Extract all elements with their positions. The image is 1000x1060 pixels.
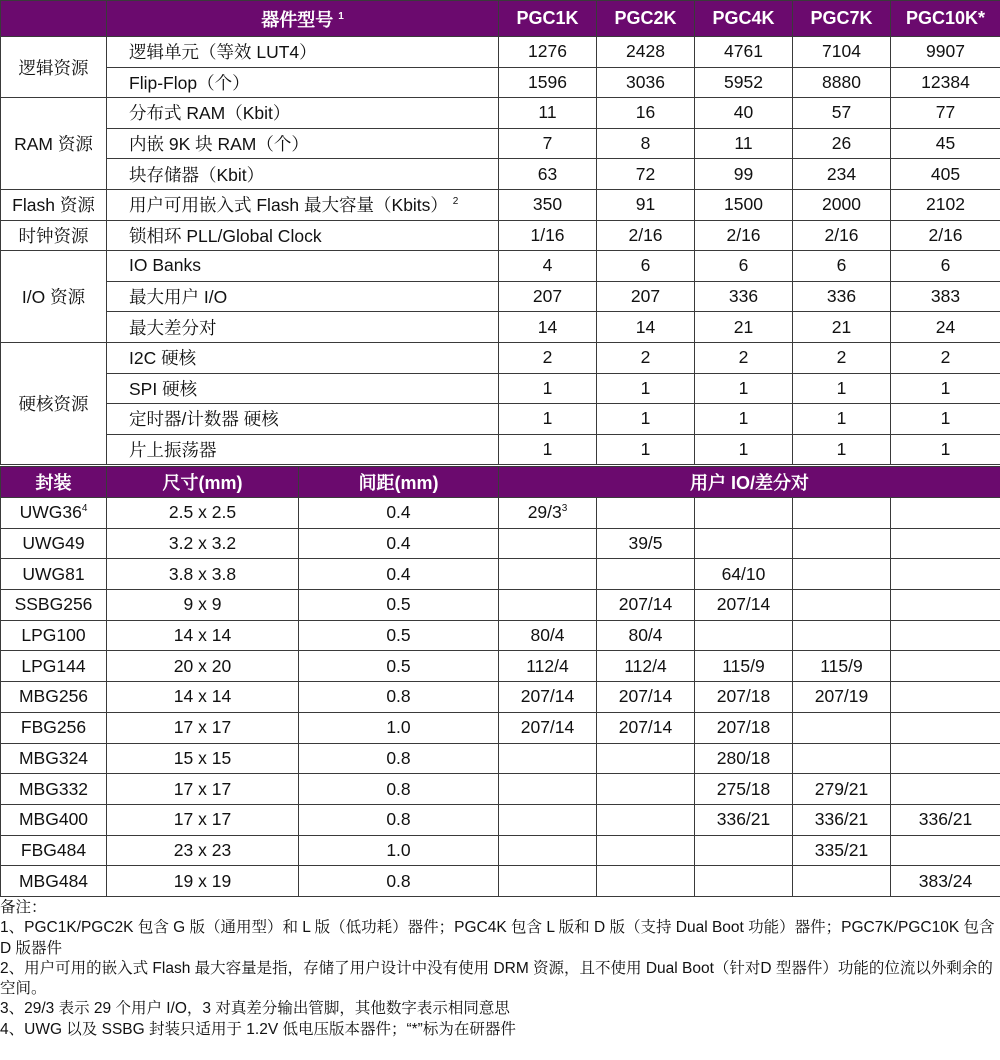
- package-io-value: 112/4: [597, 651, 695, 682]
- package-pitch: 0.4: [299, 498, 499, 529]
- package-io-value: [891, 743, 1000, 774]
- package-io-value: [695, 835, 793, 866]
- resource-value: 9907: [891, 37, 1000, 68]
- resource-value: 6: [891, 251, 1000, 282]
- resource-label: [107, 251, 499, 282]
- package-size: 2.5 x 2.5: [107, 498, 299, 529]
- resource-value: 2: [695, 342, 793, 373]
- resource-label-text: 片上振荡器: [129, 440, 217, 461]
- header-user-io: 用户 IO/差分对: [499, 467, 1000, 498]
- note-item: 1、PGC1K/PGC2K 包含 G 版（通用型）和 L 版（低功耗）器件；PGC4K 包含 L 版和 D 版（支持 Dual Boot 功能）器件；PGC7K/PGC10K 包含 D 版器件: [0, 919, 995, 957]
- package-io-value: [793, 590, 891, 621]
- package-pitch: 1.0: [299, 835, 499, 866]
- resource-value: 2: [499, 342, 597, 373]
- resource-label-text: IO Banks: [129, 255, 201, 276]
- package-size: 14 x 14: [107, 682, 299, 713]
- package-pitch: 0.5: [299, 590, 499, 621]
- package-pitch: 0.8: [299, 866, 499, 897]
- resource-row: [1, 434, 1000, 465]
- package-table: [0, 466, 1000, 897]
- package-size: 3.8 x 3.8: [107, 559, 299, 590]
- resource-value: 207: [499, 281, 597, 312]
- resource-value: 7: [499, 128, 597, 159]
- package-io-value: [793, 620, 891, 651]
- resource-value: 1: [597, 373, 695, 404]
- resource-row: [1, 281, 1000, 312]
- resource-value: 11: [695, 128, 793, 159]
- resource-value: 7104: [793, 37, 891, 68]
- package-io-value: [597, 866, 695, 897]
- resource-value: 1596: [499, 67, 597, 98]
- package-io-value: 207/18: [695, 712, 793, 743]
- package-size: 3.2 x 3.2: [107, 528, 299, 559]
- package-io-value: 64/10: [695, 559, 793, 590]
- package-io-value: [891, 774, 1000, 805]
- package-io-value: 336/21: [695, 804, 793, 835]
- resource-value: 91: [597, 189, 695, 220]
- resource-value: 2000: [793, 189, 891, 220]
- package-io-value: [891, 620, 1000, 651]
- resource-label-text: 最大差分对: [129, 317, 217, 338]
- package-row: [1, 682, 1000, 713]
- resource-value: 2: [597, 342, 695, 373]
- package-io-value: 207/14: [695, 590, 793, 621]
- resource-value: 6: [597, 251, 695, 282]
- package-row: [1, 835, 1000, 866]
- resource-value: 4: [499, 251, 597, 282]
- package-io-value: [793, 498, 891, 529]
- resource-group-label: I/O 资源: [1, 251, 107, 343]
- package-io-value: 112/4: [499, 651, 597, 682]
- package-io-value: [597, 804, 695, 835]
- resource-row: [1, 220, 1000, 251]
- resource-value: 45: [891, 128, 1000, 159]
- resource-value: 6: [793, 251, 891, 282]
- resource-value: 14: [597, 312, 695, 343]
- package-io-value: [793, 712, 891, 743]
- package-io-value: [597, 498, 695, 529]
- package-size: 9 x 9: [107, 590, 299, 621]
- package-io-value: 115/9: [695, 651, 793, 682]
- package-row: [1, 651, 1000, 682]
- package-size: 23 x 23: [107, 835, 299, 866]
- resource-value: 1: [793, 373, 891, 404]
- resource-value: 16: [597, 98, 695, 129]
- package-pitch: 0.4: [299, 559, 499, 590]
- footnote-ref: 4: [81, 503, 88, 515]
- resource-row: [1, 37, 1000, 68]
- package-io-value: [891, 590, 1000, 621]
- package-io-value: 207/14: [499, 712, 597, 743]
- package-io-value: [891, 559, 1000, 590]
- resource-label: [107, 98, 499, 129]
- resource-value: 2/16: [597, 220, 695, 251]
- resource-group-label: 硬核资源: [1, 342, 107, 464]
- resource-value: 11: [499, 98, 597, 129]
- package-name: $UWG36^4$: [1, 498, 107, 529]
- package-io-value: [695, 866, 793, 897]
- package-row: [1, 743, 1000, 774]
- package-pitch: 0.8: [299, 743, 499, 774]
- resource-label: [107, 434, 499, 465]
- resource-label-text: 逻辑单元（等效 LUT4）: [129, 42, 317, 63]
- package-io-value: [695, 620, 793, 651]
- resource-label: [107, 220, 499, 251]
- package-pitch: 0.5: [299, 651, 499, 682]
- resource-value: 1/16: [499, 220, 597, 251]
- resource-value: 1: [891, 404, 1000, 435]
- resource-table: [0, 0, 1000, 465]
- package-io-value: [499, 866, 597, 897]
- package-name: MBG256: [1, 682, 107, 713]
- resource-label-text: 定时器/计数器 硬核: [129, 409, 279, 430]
- package-pitch: 0.8: [299, 682, 499, 713]
- package-io-value: [891, 651, 1000, 682]
- header-device: PGC1K: [499, 1, 597, 37]
- resource-row: [1, 312, 1000, 343]
- package-pitch: 0.8: [299, 804, 499, 835]
- resource-row: [1, 373, 1000, 404]
- resource-value: 3036: [597, 67, 695, 98]
- resource-value: 1500: [695, 189, 793, 220]
- package-pitch: 0.8: [299, 774, 499, 805]
- resource-row: [1, 189, 1000, 220]
- resource-value: 1: [695, 404, 793, 435]
- resource-label-text: Flip-Flop（个）: [129, 72, 250, 93]
- resource-value: 1: [695, 434, 793, 465]
- note-item: 2、用户可用的嵌入式 Flash 最大容量是指，存储了用户设计中没有使用 DRM 资源，且不使用 Dual Boot（针对D 型器件）功能的位流以外剩余的空间。: [0, 959, 993, 998]
- resource-value: 1: [597, 434, 695, 465]
- resource-value: 2102: [891, 189, 1000, 220]
- package-io-value: [499, 804, 597, 835]
- resource-label-text: 用户可用嵌入式 Flash 最大容量（Kbits）: [129, 195, 448, 216]
- resource-value: 2/16: [793, 220, 891, 251]
- resource-label-text: 锁相环 PLL/Global Clock: [129, 225, 322, 246]
- package-io-value: 207/19: [793, 682, 891, 713]
- resource-value: 1: [499, 373, 597, 404]
- package-pitch: 1.0: [299, 712, 499, 743]
- note-item: 3、29/3 表示 29 个用户 I/O，3 对真差分输出管脚，其他数字表示相同意思: [0, 1000, 510, 1018]
- resource-label: [107, 312, 499, 343]
- package-name: MBG324: [1, 743, 107, 774]
- resource-label: [107, 281, 499, 312]
- package-size: 17 x 17: [107, 712, 299, 743]
- package-io-value: 207/14: [597, 682, 695, 713]
- package-io-value: 207/14: [499, 682, 597, 713]
- resource-label: [107, 373, 499, 404]
- resource-label-text: 块存储器（Kbit）: [129, 164, 265, 185]
- package-io-value: [793, 866, 891, 897]
- package-io-value: [793, 743, 891, 774]
- resource-label: [107, 342, 499, 373]
- package-io-value: [597, 743, 695, 774]
- package-io-value: [597, 774, 695, 805]
- resource-value: 1276: [499, 37, 597, 68]
- package-name: UWG49: [1, 528, 107, 559]
- resource-label: [107, 128, 499, 159]
- package-io-value: 115/9: [793, 651, 891, 682]
- resource-value: 234: [793, 159, 891, 190]
- resource-group-label: 时钟资源: [1, 220, 107, 251]
- header-blank: [1, 1, 107, 37]
- resource-value: 77: [891, 98, 1000, 129]
- package-size: 17 x 17: [107, 804, 299, 835]
- package-row: [1, 774, 1000, 805]
- package-io-value: [499, 528, 597, 559]
- resource-value: 21: [793, 312, 891, 343]
- package-io-value: 80/4: [597, 620, 695, 651]
- package-size: 19 x 19: [107, 866, 299, 897]
- resource-row: [1, 67, 1000, 98]
- package-row: [1, 590, 1000, 621]
- resource-group-label: RAM 资源: [1, 98, 107, 190]
- package-io-value: 336/21: [891, 804, 1000, 835]
- resource-value: 1: [793, 404, 891, 435]
- package-io-value: [597, 559, 695, 590]
- resource-label-text: 最大用户 I/O: [129, 287, 228, 308]
- package-row: [1, 528, 1000, 559]
- resource-value: 1: [499, 434, 597, 465]
- resource-value: 1: [891, 373, 1000, 404]
- resource-value: 8880: [793, 67, 891, 98]
- resource-row: [1, 159, 1000, 190]
- package-name: MBG332: [1, 774, 107, 805]
- package-io-value: [499, 743, 597, 774]
- package-io-value: 336/21: [793, 804, 891, 835]
- package-size: 15 x 15: [107, 743, 299, 774]
- header-model-label: 器件型号 $^1$: [107, 1, 499, 37]
- package-name: MBG400: [1, 804, 107, 835]
- package-io-value: [891, 528, 1000, 559]
- package-io-value: 335/21: [793, 835, 891, 866]
- resource-value: 14: [499, 312, 597, 343]
- resource-row: [1, 128, 1000, 159]
- package-io-value: [499, 835, 597, 866]
- resource-value: 1: [891, 434, 1000, 465]
- package-io-value: [891, 498, 1000, 529]
- resource-value: 207: [597, 281, 695, 312]
- resource-value: 383: [891, 281, 1000, 312]
- package-io-value: [597, 835, 695, 866]
- resource-row: [1, 342, 1000, 373]
- package-pitch: 0.4: [299, 528, 499, 559]
- resource-group-label: Flash 资源: [1, 189, 107, 220]
- resource-value: 6: [695, 251, 793, 282]
- package-name: LPG100: [1, 620, 107, 651]
- notes-section: [0, 898, 1000, 1040]
- footnote-ref: 3: [561, 503, 568, 515]
- package-row: [1, 559, 1000, 590]
- resource-value: 2/16: [891, 220, 1000, 251]
- package-row: [1, 620, 1000, 651]
- package-row: [1, 804, 1000, 835]
- resource-label: [107, 159, 499, 190]
- package-pitch: 0.5: [299, 620, 499, 651]
- resource-label: [107, 404, 499, 435]
- header-package: 封装: [1, 467, 107, 498]
- package-io-value: 279/21: [793, 774, 891, 805]
- header-device: PGC2K: [597, 1, 695, 37]
- resource-value: 336: [695, 281, 793, 312]
- package-header-row: [1, 467, 1000, 498]
- resource-value: 21: [695, 312, 793, 343]
- package-io-value: [499, 774, 597, 805]
- resource-value: 2: [793, 342, 891, 373]
- package-name: FBG256: [1, 712, 107, 743]
- header-pitch: 间距(mm): [299, 467, 499, 498]
- resource-value: 57: [793, 98, 891, 129]
- resource-header-row: [1, 1, 1000, 37]
- resource-value: 8: [597, 128, 695, 159]
- package-size: 20 x 20: [107, 651, 299, 682]
- package-size: 14 x 14: [107, 620, 299, 651]
- resource-value: 1: [793, 434, 891, 465]
- resource-group-label: 逻辑资源: [1, 37, 107, 98]
- package-io-value: 207/14: [597, 712, 695, 743]
- package-io-value: [695, 528, 793, 559]
- package-size: 17 x 17: [107, 774, 299, 805]
- package-io-value: 280/18: [695, 743, 793, 774]
- package-io-value: $29/3^3$: [499, 498, 597, 529]
- resource-label-text: 内嵌 9K 块 RAM（个）: [129, 134, 309, 155]
- resource-value: 24: [891, 312, 1000, 343]
- package-io-value: [793, 528, 891, 559]
- resource-value: 2428: [597, 37, 695, 68]
- resource-value: 405: [891, 159, 1000, 190]
- resource-value: 336: [793, 281, 891, 312]
- resource-row: [1, 251, 1000, 282]
- resource-value: 12384: [891, 67, 1000, 98]
- resource-row: [1, 404, 1000, 435]
- resource-label: [107, 67, 499, 98]
- resource-value: 72: [597, 159, 695, 190]
- package-io-value: [891, 835, 1000, 866]
- package-name: FBG484: [1, 835, 107, 866]
- footnote-ref: 2: [452, 196, 459, 208]
- package-name: UWG81: [1, 559, 107, 590]
- resource-value: 2: [891, 342, 1000, 373]
- package-io-value: [891, 712, 1000, 743]
- notes-title: 备注：: [0, 899, 47, 916]
- package-row: [1, 866, 1000, 897]
- resource-value: 2/16: [695, 220, 793, 251]
- resource-label-text: I2C 硬核: [129, 348, 197, 369]
- header-device: PGC7K: [793, 1, 891, 37]
- resource-value: 40: [695, 98, 793, 129]
- package-io-value: 207/18: [695, 682, 793, 713]
- package-io-value: 80/4: [499, 620, 597, 651]
- resource-value: 26: [793, 128, 891, 159]
- package-io-value: [793, 559, 891, 590]
- resource-label-text: 分布式 RAM（Kbit）: [129, 103, 291, 124]
- package-io-value: 275/18: [695, 774, 793, 805]
- resource-label: [107, 37, 499, 68]
- package-io-value: [891, 682, 1000, 713]
- resource-value: 4761: [695, 37, 793, 68]
- package-io-value: 383/24: [891, 866, 1000, 897]
- resource-value: 1: [597, 404, 695, 435]
- resource-value: 1: [695, 373, 793, 404]
- package-io-value: 207/14: [597, 590, 695, 621]
- resource-row: [1, 98, 1000, 129]
- package-name: SSBG256: [1, 590, 107, 621]
- package-row: [1, 712, 1000, 743]
- resource-value: 1: [499, 404, 597, 435]
- note-item: 4、UWG 以及 SSBG 封装只适用于 1.2V 低电压版本器件；“*”标为在研器件: [0, 1020, 516, 1038]
- header-size: 尺寸(mm): [107, 467, 299, 498]
- package-io-value: 39/5: [597, 528, 695, 559]
- resource-value: 350: [499, 189, 597, 220]
- header-device: PGC10K*: [891, 1, 1000, 37]
- package-io-value: [499, 559, 597, 590]
- resource-value: 5952: [695, 67, 793, 98]
- header-device: PGC4K: [695, 1, 793, 37]
- resource-label-text: SPI 硬核: [129, 378, 198, 399]
- resource-label: [107, 189, 499, 220]
- resource-value: 63: [499, 159, 597, 190]
- package-name: LPG144: [1, 651, 107, 682]
- package-name: MBG484: [1, 866, 107, 897]
- resource-value: 99: [695, 159, 793, 190]
- package-io-value: [695, 498, 793, 529]
- package-io-value: [499, 590, 597, 621]
- package-row: [1, 498, 1000, 529]
